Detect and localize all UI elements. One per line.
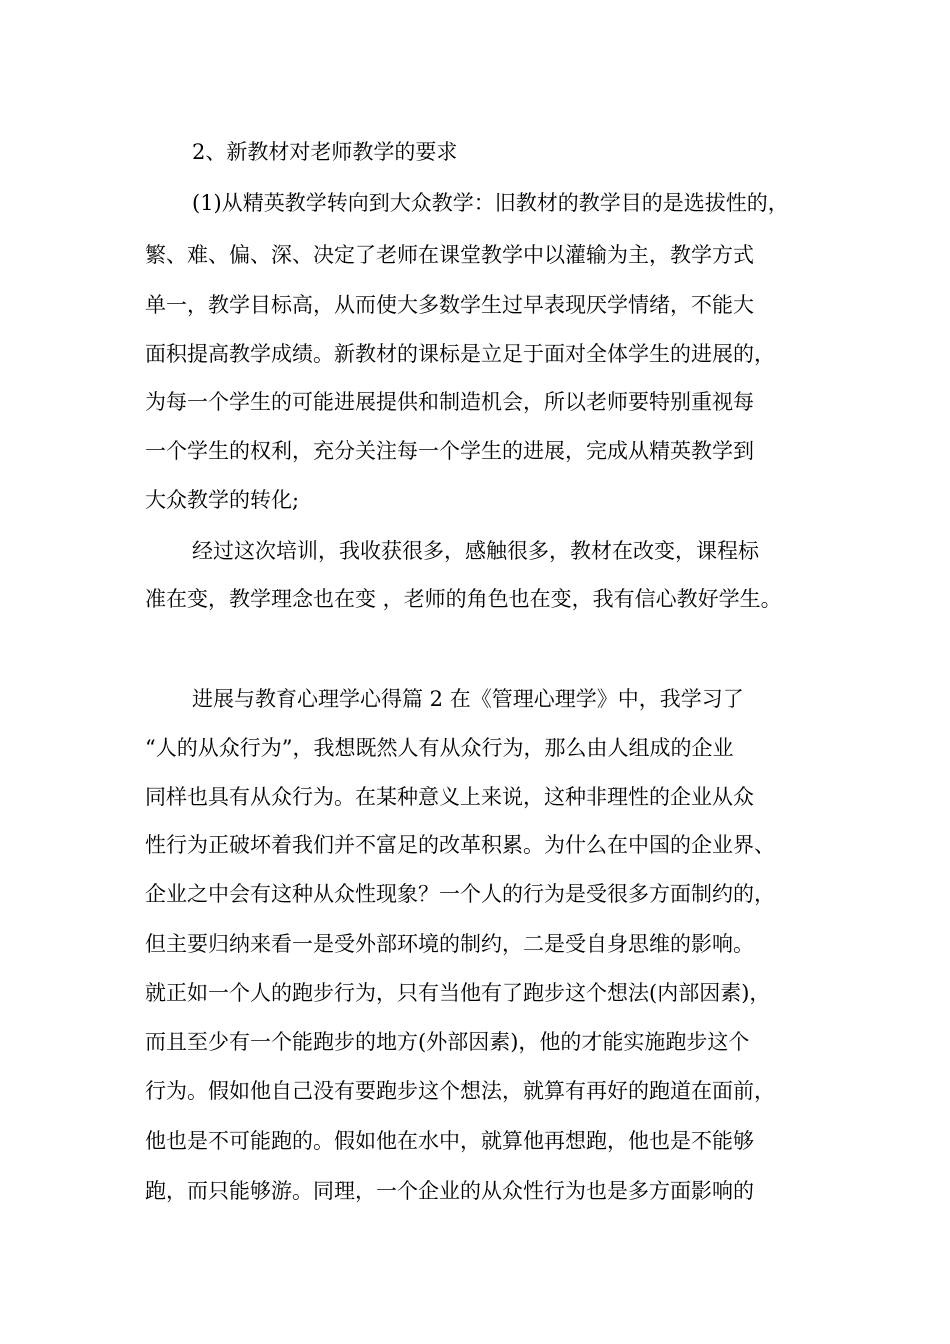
- paragraph-line: 面积提高教学成绩。新教材的课标是立足于面对全体学生的进展的，: [145, 342, 775, 366]
- paragraph-line: 就正如一个人的跑步行为，只有当他有了跑步这个想法(内部因素)，: [145, 981, 771, 1005]
- section-heading: 2、新教材对老师教学的要求: [192, 140, 458, 164]
- paragraph-line: 一个学生的权利，充分关注每一个学生的进展，完成从精英教学到: [145, 439, 754, 463]
- paragraph-line: 单一，教学目标高，从而使大多数学生过早表现厌学情绪，不能大: [145, 293, 754, 317]
- paragraph-line: 大众教学的转化;: [145, 488, 300, 512]
- paragraph-line: 跑，而只能够游。同理，一个企业的从众性行为也是多方面影响的: [145, 1179, 754, 1203]
- paragraph-line: 企业之中会有这种从众性现象？一个人的行为是受很多方面制约的，: [145, 882, 775, 906]
- paragraph-line: (1)从精英教学转向到大众教学：旧教材的教学目的是选拔性的，: [192, 191, 789, 215]
- paragraph-line: 经过这次培训，我收获很多，感触很多，教材在改变，课程标: [192, 539, 759, 563]
- paragraph-line: 繁、难、偏、深、决定了老师在课堂教学中以灌输为主，教学方式: [145, 243, 754, 267]
- paragraph-line: “人的从众行为”，我想既然人有从众行为，那么由人组成的企业: [145, 736, 734, 760]
- paragraph-line: 为每一个学生的可能进展提供和制造机会，所以老师要特别重视每: [145, 390, 754, 414]
- paragraph-line: 但主要归纳来看一是受外部环境的制约，二是受自身思维的影响。: [145, 932, 754, 956]
- paragraph-line: 而且至少有一个能跑步的地方(外部因素)，他的才能实施跑步这个: [145, 1030, 750, 1054]
- paragraph-line: 进展与教育心理学心得篇 2 在《管理心理学》中，我学习了: [192, 687, 744, 711]
- paragraph-line: 同样也具有从众行为。在某种意义上来说，这种非理性的企业从众: [145, 785, 754, 809]
- paragraph-line: 性行为正破坏着我们并不富足的改革积累。为什么在中国的企业界、: [145, 833, 775, 857]
- paragraph-line: 行为。假如他自己没有要跑步这个想法，就算有再好的跑道在面前，: [145, 1079, 775, 1103]
- paragraph-line: 他也是不可能跑的。假如他在水中，就算他再想跑，他也是不能够: [145, 1129, 754, 1153]
- paragraph-line: 准在变，教学理念也在变 ，老师的角色也在变，我有信心教好学生。: [145, 587, 782, 611]
